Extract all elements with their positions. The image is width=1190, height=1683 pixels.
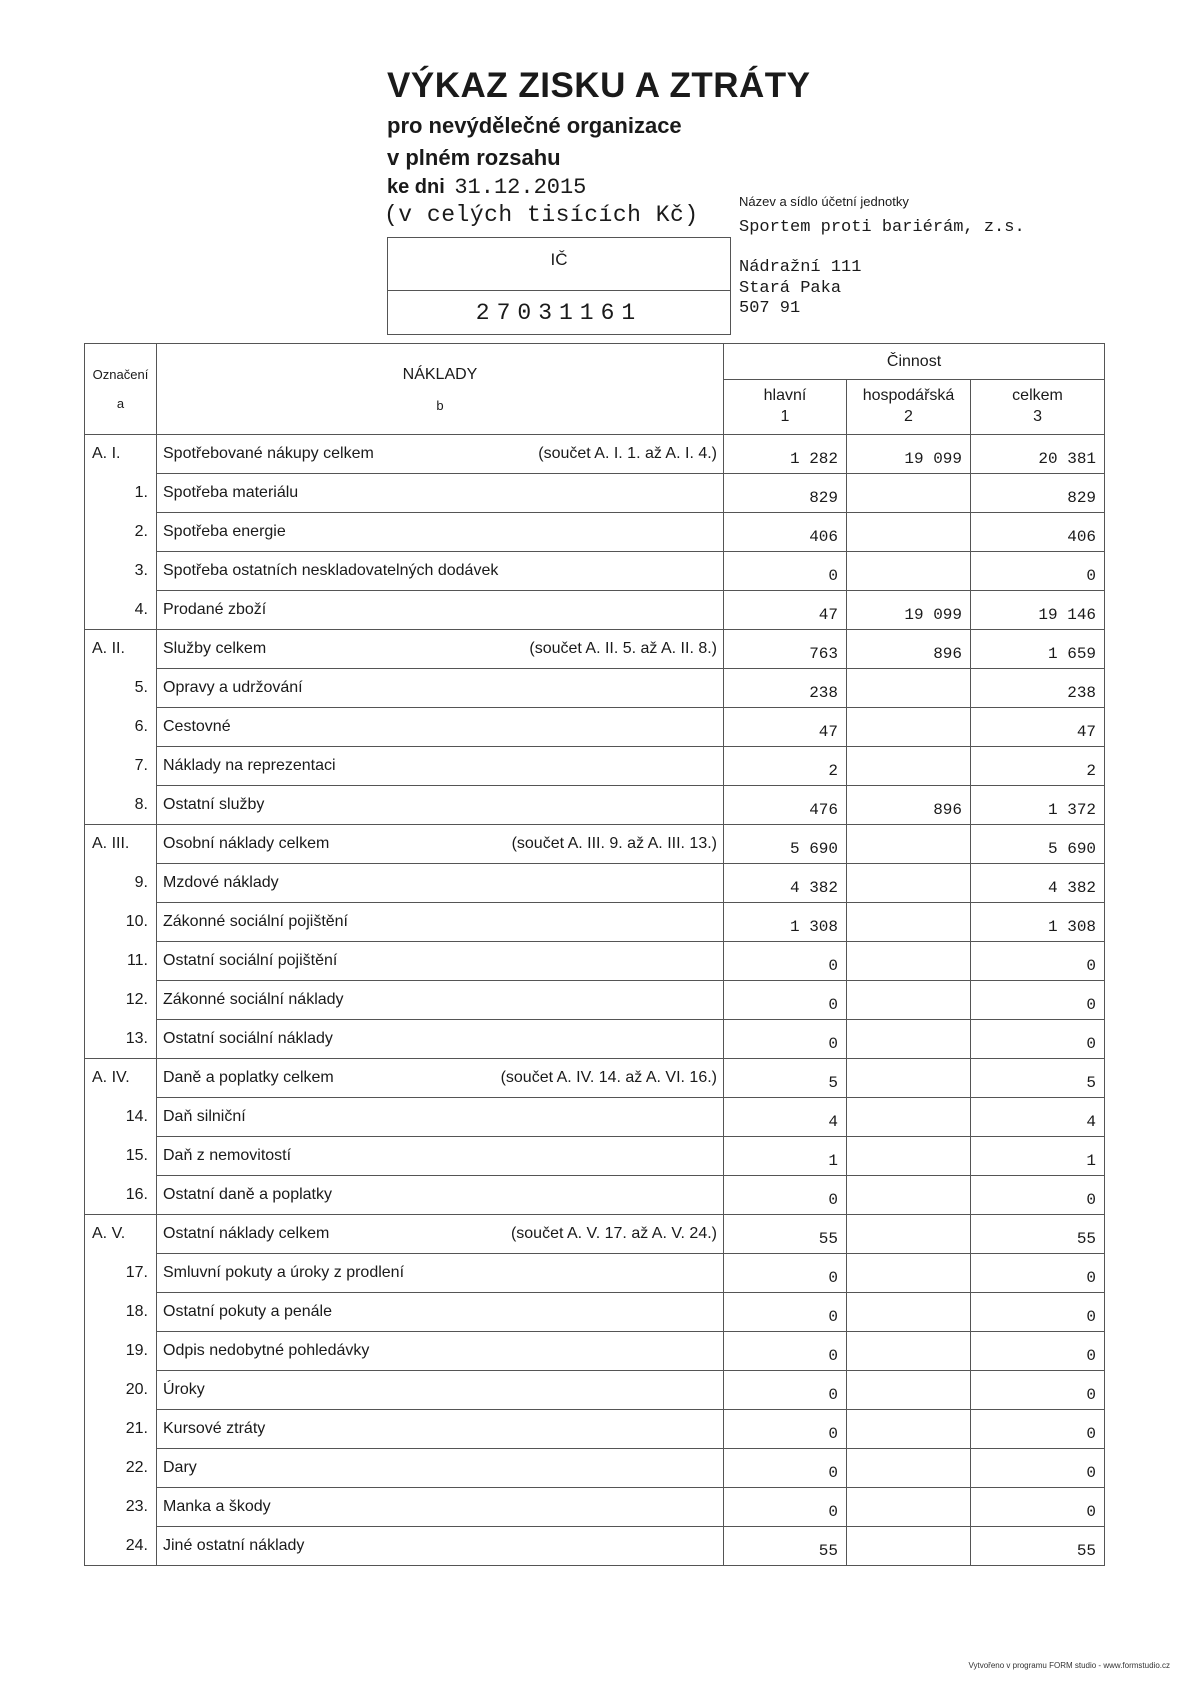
organization-street: Nádražní 111	[739, 258, 862, 277]
table-row	[85, 708, 1105, 747]
value-celkem: 0	[971, 1410, 1105, 1449]
value-hlavni: 4	[724, 1098, 847, 1137]
row-label: Spotřebované nákupy celkem	[163, 445, 374, 462]
value-celkem: 20 381	[971, 435, 1105, 474]
value-celkem: 238	[971, 669, 1105, 708]
row-label: Ostatní služby	[163, 796, 265, 813]
row-code: A. II.	[85, 630, 157, 669]
table-row	[85, 1410, 1105, 1449]
row-label-cell	[157, 1020, 724, 1059]
row-code: 18.	[85, 1293, 157, 1332]
value-hlavni: 2	[724, 747, 847, 786]
row-label-cell	[157, 708, 724, 747]
subtitle-scope: v plném rozsahu	[387, 145, 561, 170]
header-hospodarska-number: 2	[904, 408, 913, 425]
value-hlavni: 0	[724, 1332, 847, 1371]
row-label-cell	[157, 474, 724, 513]
table-row	[85, 1059, 1105, 1098]
row-label-cell	[157, 1137, 724, 1176]
row-label-cell	[157, 1059, 724, 1098]
row-label: Úroky	[163, 1381, 205, 1398]
table-row	[85, 474, 1105, 513]
row-label: Opravy a udržování	[163, 679, 303, 696]
header-celkem-number: 3	[1033, 408, 1042, 425]
value-celkem: 0	[971, 1254, 1105, 1293]
value-celkem: 1	[971, 1137, 1105, 1176]
value-celkem: 5	[971, 1059, 1105, 1098]
table-row	[85, 1215, 1105, 1254]
value-celkem: 47	[971, 708, 1105, 747]
row-label-cell	[157, 513, 724, 552]
table-row	[85, 1293, 1105, 1332]
table-row	[85, 591, 1105, 630]
value-hlavni: 829	[724, 474, 847, 513]
value-hospodarska	[847, 1137, 971, 1176]
row-label: Ostatní sociální náklady	[163, 1030, 333, 1047]
table-row	[85, 1488, 1105, 1527]
row-label-cell	[157, 786, 724, 825]
row-label-cell	[157, 1449, 724, 1488]
value-hlavni: 476	[724, 786, 847, 825]
header-naklady-cell	[157, 344, 724, 435]
row-label-cell	[157, 630, 724, 669]
row-label-cell	[157, 435, 724, 474]
value-hospodarska	[847, 552, 971, 591]
row-label-cell	[157, 864, 724, 903]
value-hospodarska	[847, 864, 971, 903]
row-code: 16.	[85, 1176, 157, 1215]
value-celkem: 2	[971, 747, 1105, 786]
value-celkem: 1 372	[971, 786, 1105, 825]
row-label-cell	[157, 1176, 724, 1215]
organization-label: Název a sídlo účetní jednotky	[739, 194, 909, 209]
value-hospodarska: 896	[847, 786, 971, 825]
value-hospodarska: 19 099	[847, 435, 971, 474]
value-hospodarska	[847, 669, 971, 708]
row-label: Spotřeba ostatních neskladovatelných dodávek	[163, 562, 499, 579]
row-sum-note: (součet A. I. 1. až A. I. 4.)	[538, 445, 717, 462]
row-label-cell	[157, 1215, 724, 1254]
table-row	[85, 786, 1105, 825]
row-label: Kursové ztráty	[163, 1420, 266, 1437]
value-hospodarska	[847, 825, 971, 864]
value-celkem: 0	[971, 1332, 1105, 1371]
row-label: Osobní náklady celkem	[163, 835, 330, 852]
header-col-a: a	[116, 396, 125, 411]
page-title: VÝKAZ ZISKU A ZTRÁTY	[387, 66, 811, 105]
header-cinnost: Činnost	[724, 344, 1105, 380]
date-prefix: ke dni	[387, 176, 445, 198]
value-hlavni: 0	[724, 1410, 847, 1449]
header-celkem	[971, 380, 1105, 435]
table-row	[85, 864, 1105, 903]
row-code: 2.	[85, 513, 157, 552]
row-code: 19.	[85, 1332, 157, 1371]
value-celkem: 55	[971, 1527, 1105, 1566]
value-celkem: 19 146	[971, 591, 1105, 630]
value-celkem: 5 690	[971, 825, 1105, 864]
row-label-cell	[157, 1371, 724, 1410]
value-hlavni: 5 690	[724, 825, 847, 864]
row-label: Odpis nedobytné pohledávky	[163, 1342, 370, 1359]
table-row	[85, 1449, 1105, 1488]
value-celkem: 4 382	[971, 864, 1105, 903]
row-sum-note: (součet A. III. 9. až A. III. 13.)	[511, 835, 717, 852]
value-hlavni: 0	[724, 1371, 847, 1410]
value-hospodarska	[847, 1410, 971, 1449]
row-label-cell	[157, 1410, 724, 1449]
row-label: Zákonné sociální náklady	[163, 991, 344, 1008]
value-celkem: 406	[971, 513, 1105, 552]
header-hospodarska-label: hospodářská	[862, 387, 955, 405]
table-row	[85, 1254, 1105, 1293]
value-hlavni: 55	[724, 1527, 847, 1566]
row-code: 22.	[85, 1449, 157, 1488]
row-code: 24.	[85, 1527, 157, 1566]
row-label: Mzdové náklady	[163, 874, 279, 891]
value-hlavni: 47	[724, 591, 847, 630]
value-hospodarska	[847, 513, 971, 552]
organization-city: Stará Paka	[739, 279, 842, 298]
row-code: A. V.	[85, 1215, 157, 1254]
value-hospodarska	[847, 1449, 971, 1488]
row-code: 13.	[85, 1020, 157, 1059]
table-row	[85, 825, 1105, 864]
row-code: A. III.	[85, 825, 157, 864]
value-celkem: 0	[971, 1449, 1105, 1488]
value-hlavni: 0	[724, 552, 847, 591]
row-label-cell	[157, 669, 724, 708]
table-body	[85, 435, 1105, 1566]
value-hlavni: 0	[724, 1020, 847, 1059]
costs-table	[84, 343, 1105, 1566]
organization-name: Sportem proti bariérám, z.s.	[739, 218, 1025, 237]
value-hospodarska	[847, 981, 971, 1020]
row-label-cell	[157, 591, 724, 630]
row-label: Manka a škody	[163, 1498, 271, 1515]
ic-divider	[388, 290, 730, 291]
value-hlavni: 238	[724, 669, 847, 708]
row-label-cell	[157, 1098, 724, 1137]
organization-zip: 507 91	[739, 299, 801, 318]
header-hlavni-number: 1	[780, 408, 790, 425]
row-code: 21.	[85, 1410, 157, 1449]
row-code: 8.	[85, 786, 157, 825]
row-code: 7.	[85, 747, 157, 786]
value-celkem: 0	[971, 1371, 1105, 1410]
value-hlavni: 1 308	[724, 903, 847, 942]
value-hospodarska	[847, 708, 971, 747]
header-hospodarska	[847, 380, 971, 435]
value-hospodarska	[847, 1527, 971, 1566]
header-hlavni	[724, 380, 847, 435]
table-row	[85, 435, 1105, 474]
value-hlavni: 0	[724, 1254, 847, 1293]
row-code: A. IV.	[85, 1059, 157, 1098]
value-hlavni: 763	[724, 630, 847, 669]
value-hlavni: 0	[724, 1293, 847, 1332]
row-code: 12.	[85, 981, 157, 1020]
header-celkem-label: celkem	[1012, 387, 1063, 405]
value-hlavni: 47	[724, 708, 847, 747]
row-label: Dary	[163, 1459, 197, 1476]
value-hlavni: 0	[724, 942, 847, 981]
row-code: 14.	[85, 1098, 157, 1137]
row-sum-note: (součet A. II. 5. až A. II. 8.)	[529, 640, 717, 657]
row-label: Jiné ostatní náklady	[163, 1537, 305, 1554]
row-label-cell	[157, 1293, 724, 1332]
report-date: 31.12.2015	[454, 175, 587, 200]
row-label: Ostatní sociální pojištění	[163, 952, 338, 969]
row-label: Prodané zboží	[163, 601, 267, 618]
value-hospodarska	[847, 1215, 971, 1254]
row-label: Ostatní daně a poplatky	[163, 1186, 332, 1203]
value-hlavni: 0	[724, 1176, 847, 1215]
row-label: Ostatní náklady celkem	[163, 1225, 330, 1242]
value-celkem: 1 659	[971, 630, 1105, 669]
row-label: Cestovné	[163, 718, 231, 735]
value-hlavni: 55	[724, 1215, 847, 1254]
value-hlavni: 1	[724, 1137, 847, 1176]
value-hospodarska	[847, 747, 971, 786]
value-hospodarska	[847, 942, 971, 981]
row-code: 15.	[85, 1137, 157, 1176]
value-hospodarska	[847, 1488, 971, 1527]
value-hlavni: 0	[724, 1449, 847, 1488]
value-celkem: 0	[971, 981, 1105, 1020]
value-hlavni: 1 282	[724, 435, 847, 474]
row-label: Daň z nemovitostí	[163, 1147, 292, 1164]
ic-value: 27031161	[475, 300, 643, 326]
value-hospodarska	[847, 903, 971, 942]
row-label: Daň silniční	[163, 1108, 246, 1125]
value-hlavni: 5	[724, 1059, 847, 1098]
value-celkem: 1 308	[971, 903, 1105, 942]
row-label: Smluvní pokuty a úroky z prodlení	[163, 1264, 405, 1281]
row-label-cell	[157, 1332, 724, 1371]
value-hospodarska	[847, 1371, 971, 1410]
value-hospodarska	[847, 1332, 971, 1371]
ic-label: IČ	[550, 250, 568, 269]
value-hospodarska	[847, 1059, 971, 1098]
row-code: 9.	[85, 864, 157, 903]
row-label: Spotřeba energie	[163, 523, 286, 540]
table-row	[85, 1527, 1105, 1566]
row-code: 20.	[85, 1371, 157, 1410]
units-note: (v celých tisících Kč)	[384, 202, 699, 228]
value-hospodarska	[847, 1254, 971, 1293]
row-code: 6.	[85, 708, 157, 747]
row-label-cell	[157, 747, 724, 786]
footer-credit: Vytvořeno v programu FORM studio - www.formstudio.cz	[968, 1661, 1170, 1670]
value-hlavni: 406	[724, 513, 847, 552]
value-hospodarska	[847, 474, 971, 513]
value-hospodarska	[847, 1020, 971, 1059]
row-code: 23.	[85, 1488, 157, 1527]
row-code: 11.	[85, 942, 157, 981]
row-sum-note: (součet A. V. 17. až A. V. 24.)	[510, 1225, 717, 1242]
value-hospodarska	[847, 1293, 971, 1332]
row-label: Náklady na reprezentaci	[163, 757, 336, 774]
row-label: Služby celkem	[163, 640, 267, 657]
row-code: 3.	[85, 552, 157, 591]
table-row	[85, 942, 1105, 981]
table-row	[85, 1137, 1105, 1176]
row-label-cell	[157, 981, 724, 1020]
value-celkem: 829	[971, 474, 1105, 513]
row-code: 17.	[85, 1254, 157, 1293]
row-label-cell	[157, 825, 724, 864]
value-hospodarska	[847, 1176, 971, 1215]
row-sum-note: (součet A. IV. 14. až A. VI. 16.)	[500, 1069, 717, 1086]
row-label-cell	[157, 552, 724, 591]
header-col-b: b	[436, 397, 444, 413]
ic-box	[387, 237, 731, 335]
value-hospodarska: 896	[847, 630, 971, 669]
header-oznaceni: Označení	[92, 367, 149, 382]
value-celkem: 0	[971, 1293, 1105, 1332]
value-celkem: 55	[971, 1215, 1105, 1254]
value-hlavni: 0	[724, 981, 847, 1020]
table-row	[85, 747, 1105, 786]
header-hlavni-label: hlavní	[763, 387, 807, 405]
value-hlavni: 4 382	[724, 864, 847, 903]
table-row	[85, 1020, 1105, 1059]
table-row	[85, 1098, 1105, 1137]
row-code: 4.	[85, 591, 157, 630]
row-label-cell	[157, 903, 724, 942]
value-celkem: 0	[971, 1488, 1105, 1527]
table-row	[85, 1176, 1105, 1215]
table-row	[85, 513, 1105, 552]
value-celkem: 4	[971, 1098, 1105, 1137]
header-naklady: NÁKLADY	[402, 365, 478, 383]
row-label-cell	[157, 1488, 724, 1527]
value-celkem: 0	[971, 942, 1105, 981]
row-label: Zákonné sociální pojištění	[163, 913, 348, 930]
table-row	[85, 903, 1105, 942]
row-code: 1.	[85, 474, 157, 513]
table-row	[85, 1332, 1105, 1371]
subtitle-organization-type: pro nevýdělečné organizace	[387, 113, 682, 138]
row-label-cell	[157, 1254, 724, 1293]
value-hospodarska: 19 099	[847, 591, 971, 630]
row-code: 10.	[85, 903, 157, 942]
row-label: Daně a poplatky celkem	[163, 1069, 334, 1086]
row-label: Spotřeba materiálu	[163, 484, 299, 501]
row-label: Ostatní pokuty a penále	[163, 1303, 332, 1320]
header-oznaceni-cell	[85, 344, 157, 435]
table-row	[85, 552, 1105, 591]
row-label-cell	[157, 1527, 724, 1566]
value-hospodarska	[847, 1098, 971, 1137]
table-row	[85, 981, 1105, 1020]
report-date-line	[387, 175, 586, 200]
row-code: A. I.	[85, 435, 157, 474]
value-celkem: 0	[971, 1020, 1105, 1059]
row-label-cell	[157, 942, 724, 981]
table-row	[85, 630, 1105, 669]
value-hlavni: 0	[724, 1488, 847, 1527]
value-celkem: 0	[971, 552, 1105, 591]
table-row	[85, 669, 1105, 708]
table-row	[85, 1371, 1105, 1410]
value-celkem: 0	[971, 1176, 1105, 1215]
row-code: 5.	[85, 669, 157, 708]
